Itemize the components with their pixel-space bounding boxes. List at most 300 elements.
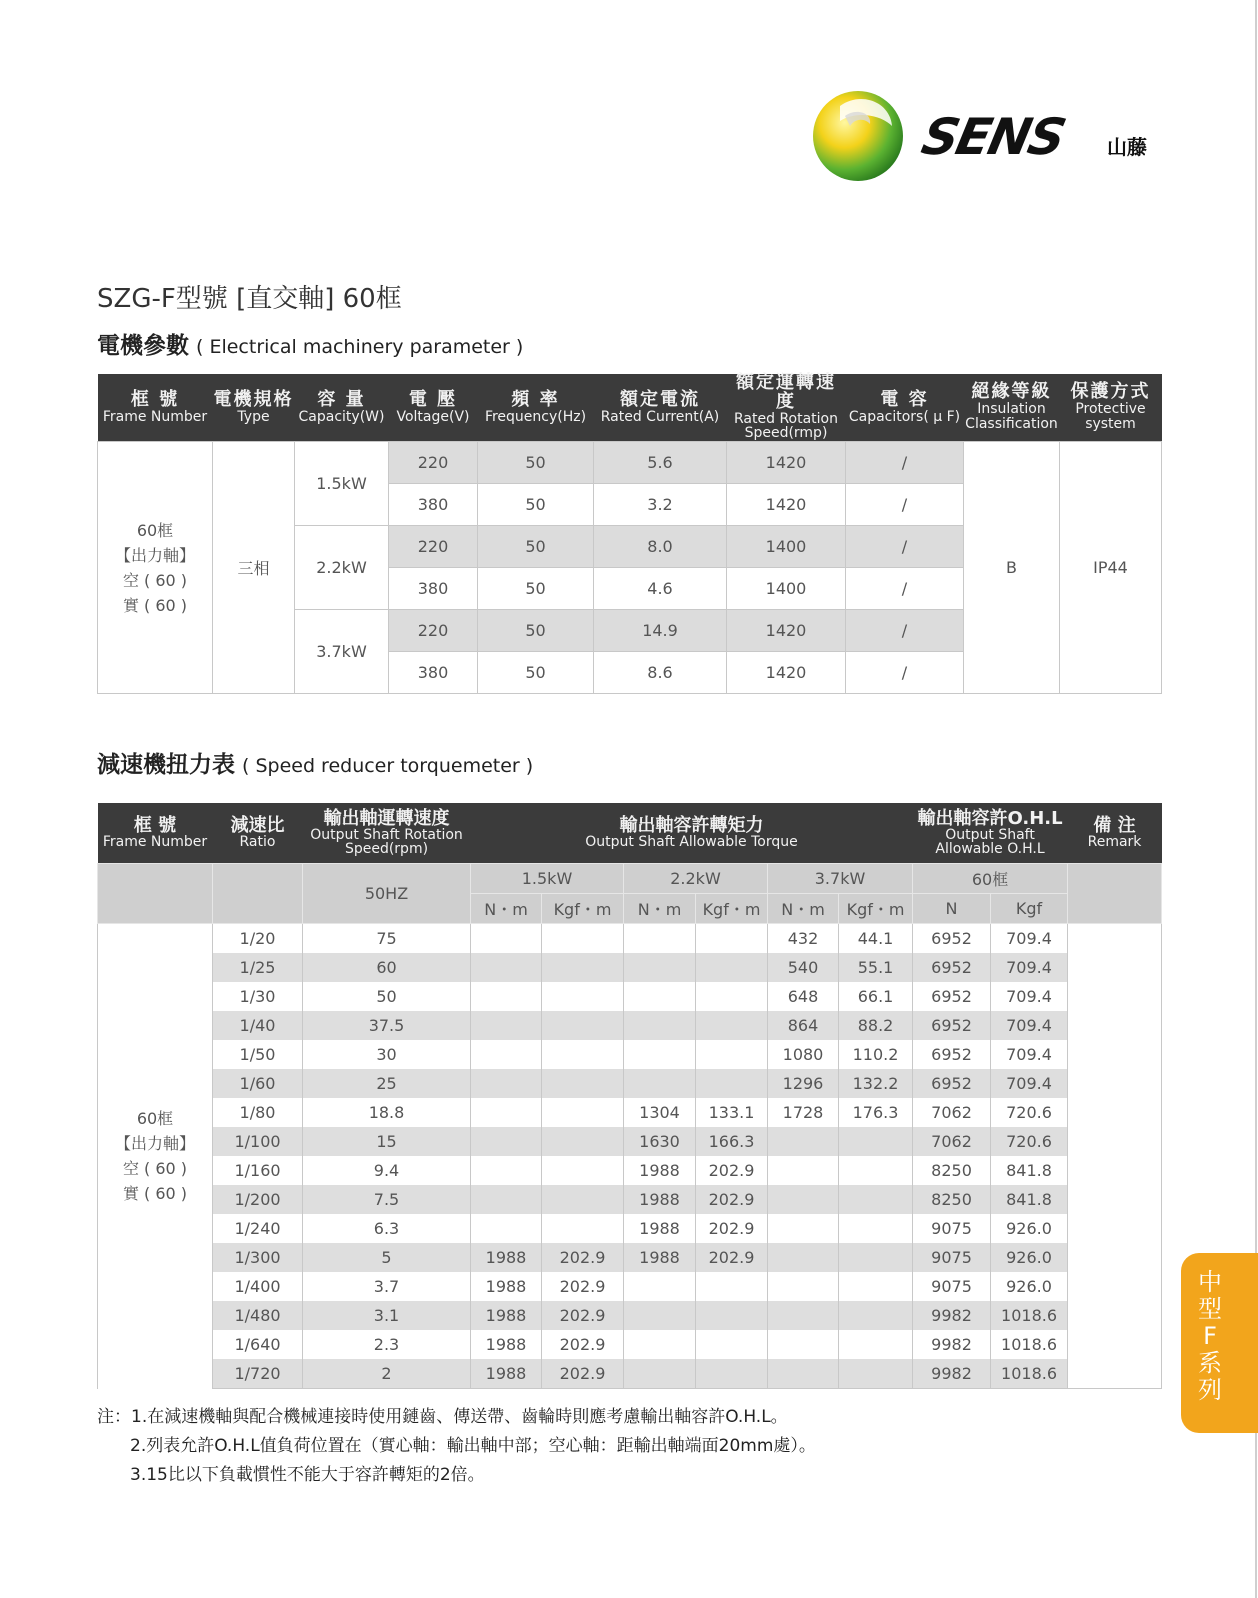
- table2-remark-cell: [1068, 1011, 1162, 1040]
- brand-name-cn: 山藤: [1107, 135, 1147, 159]
- note-1: 注：1.在減速機軸與配合機械連接時使用鏈齒、傳送帶、齒輪時則應考慮輸出軸容許O.H.L。: [97, 1407, 788, 1427]
- table2-cell: [839, 1185, 913, 1214]
- table2-cell: 202.9: [542, 1243, 624, 1272]
- table2-cell: 9.4: [303, 1156, 471, 1185]
- table2-header-4: [913, 803, 1068, 864]
- table1-header-8-cn: 絕緣等級: [971, 381, 1052, 403]
- table2-cell: [839, 1156, 913, 1185]
- table2-cell: 3.7: [303, 1272, 471, 1301]
- table2-cell: 6.3: [303, 1214, 471, 1243]
- table1-frame-cell: [98, 442, 213, 694]
- table1-header-6-en: Rated Rotation Speed(rmp): [734, 410, 838, 442]
- table2-cell: 1988: [471, 1301, 542, 1330]
- table2-cell: [471, 1185, 542, 1214]
- table2-cell: 9982: [913, 1301, 991, 1330]
- table1-header-3-en: Voltage(V): [396, 408, 470, 425]
- table1-voltage-cell: 220: [389, 610, 478, 652]
- table1-capacity-cell: 3.7kW: [295, 610, 389, 694]
- table1-speed-cell: 1420: [727, 484, 846, 526]
- table2-cell: [542, 1011, 624, 1040]
- table2-cell: 1988: [624, 1214, 696, 1243]
- table2-frame-cell-line: 【出力軸】: [114, 1134, 195, 1154]
- table1-cap-cell: /: [846, 484, 964, 526]
- table2-power-group: 3.7kW: [768, 864, 913, 894]
- table1-cap-cell: /: [846, 610, 964, 652]
- table2-header-3-cn: 輸出軸容許轉矩力: [619, 815, 764, 836]
- table2-cell: 841.8: [991, 1156, 1068, 1185]
- table2-remark-cell: [1068, 1272, 1162, 1301]
- table2-cell: [696, 1272, 768, 1301]
- table1-header-2-en: Capacity(W): [298, 408, 385, 425]
- table2-cell: 6952: [913, 1040, 991, 1069]
- electrical-parameter-table: [97, 374, 1162, 694]
- table2-cell: 6952: [913, 1069, 991, 1098]
- table1-cap-cell: /: [846, 442, 964, 484]
- table2-cell: 709.4: [991, 1040, 1068, 1069]
- table2-header-5: [1068, 803, 1162, 864]
- table2-cell: [471, 1011, 542, 1040]
- table1-header-6-cn: 額定運轉速度: [736, 372, 836, 412]
- table1-voltage-cell: 220: [389, 442, 478, 484]
- table2-cell: [542, 1185, 624, 1214]
- table2-remark-cell: [1068, 1301, 1162, 1330]
- table2-cell: 1988: [471, 1330, 542, 1359]
- table2-cell: 1/200: [213, 1185, 303, 1214]
- table1-freq-cell: 50: [478, 442, 594, 484]
- table2-cell: 841.8: [991, 1185, 1068, 1214]
- table2-unit: Kgf・m: [839, 894, 913, 924]
- table2-cell: 926.0: [991, 1272, 1068, 1301]
- table2-remark-cell: [1068, 1185, 1162, 1214]
- table2-cell: 1018.6: [991, 1301, 1068, 1330]
- table1-current-cell: 8.6: [594, 652, 727, 694]
- table1-freq-cell: 50: [478, 484, 594, 526]
- table2-remark-cell: [1068, 1243, 1162, 1272]
- table2-cell: [839, 1214, 913, 1243]
- table1-header-9-cn: 保護方式: [1070, 381, 1151, 403]
- table2-cell: 50: [303, 982, 471, 1011]
- table2-cell: [696, 953, 768, 982]
- table1-speed-cell: 1420: [727, 652, 846, 694]
- table2-cell: 1304: [624, 1098, 696, 1127]
- table2-row: [98, 953, 1162, 982]
- table2-cell: 1988: [624, 1156, 696, 1185]
- table2-cell: 9075: [913, 1272, 991, 1301]
- table2-header-3: [471, 803, 913, 864]
- table2-row: [98, 1185, 1162, 1214]
- table2-cell: [768, 1330, 839, 1359]
- table2-cell: [471, 924, 542, 954]
- table2-cell: 1/160: [213, 1156, 303, 1185]
- table2-frame-cell-line: 60框: [136, 1109, 174, 1129]
- table2-header-1-en: Ratio: [239, 834, 276, 850]
- table2-cell: 60: [303, 953, 471, 982]
- table2-cell: 166.3: [696, 1127, 768, 1156]
- table2-cell: [839, 1127, 913, 1156]
- table2-unit: Kgf・m: [696, 894, 768, 924]
- table2-remark-cell: [1068, 1156, 1162, 1185]
- table2-cell: [624, 1359, 696, 1389]
- table2-cell: 1/720: [213, 1359, 303, 1389]
- table1-header-4: [478, 374, 594, 442]
- table2-row: [98, 1359, 1162, 1389]
- table2-cell: 133.1: [696, 1098, 768, 1127]
- table1-header-7-en: Capacitors( μ F): [848, 408, 961, 425]
- table1-cap-cell: /: [846, 526, 964, 568]
- table1-header-3-cn: 電 壓: [408, 388, 458, 410]
- table2-cell: [768, 1214, 839, 1243]
- table2-cell: 15: [303, 1127, 471, 1156]
- table2-cell: [839, 1243, 913, 1272]
- table2-cell: 3.1: [303, 1301, 471, 1330]
- table2-cell: [542, 924, 624, 954]
- section2-title-en: ( Speed reducer torquemeter ): [242, 755, 534, 777]
- table2-cell: [624, 1040, 696, 1069]
- table2-cell: [839, 1330, 913, 1359]
- table2-cell: 7062: [913, 1127, 991, 1156]
- table2-cell: 6952: [913, 924, 991, 954]
- series-side-tab[interactable]: [1181, 1253, 1258, 1433]
- table2-cell: 720.6: [991, 1127, 1068, 1156]
- table2-cell: 432: [768, 924, 839, 954]
- table2-frame-cell: [98, 924, 213, 1389]
- table2-unit: N・m: [624, 894, 696, 924]
- table2-cell: [696, 1069, 768, 1098]
- table2-remark-cell: [1068, 924, 1162, 954]
- table2-cell: 132.2: [839, 1069, 913, 1098]
- section2-title-cn: 減速機扭力表: [97, 752, 235, 778]
- table2-header-4-en: Output Shaft Allowable O.H.L: [935, 827, 1045, 857]
- table2-cell: 1018.6: [991, 1330, 1068, 1359]
- table1-header-9: [1060, 374, 1162, 442]
- table2-cell: [471, 1214, 542, 1243]
- table2-cell: 864: [768, 1011, 839, 1040]
- brand-logo: [810, 86, 1160, 186]
- table2-power-group: 1.5kW: [471, 864, 624, 894]
- table1-voltage-cell: 380: [389, 652, 478, 694]
- table2-cell: 9982: [913, 1330, 991, 1359]
- table2-cell: [768, 1272, 839, 1301]
- table2-row: [98, 1069, 1162, 1098]
- table2-cell: [542, 1156, 624, 1185]
- table2-cell: 5: [303, 1243, 471, 1272]
- table2-cell: [624, 1330, 696, 1359]
- table2-header-row: [98, 803, 1162, 864]
- table2-cell: 1/40: [213, 1011, 303, 1040]
- table2-cell: 1/400: [213, 1272, 303, 1301]
- table2-cell: 1018.6: [991, 1359, 1068, 1389]
- table2-cell: 1988: [471, 1243, 542, 1272]
- table2-header-2-en: Output Shaft Rotation Speed(rpm): [310, 827, 463, 857]
- table2-header-2: [303, 803, 471, 864]
- table2-row: [98, 1243, 1162, 1272]
- table2-cell: [624, 924, 696, 954]
- table1-frame-cell-line: 【出力軸】: [114, 545, 195, 565]
- table2-cell: 9982: [913, 1359, 991, 1389]
- table2-header-0: [98, 803, 213, 864]
- table2-cell: [624, 1069, 696, 1098]
- table2-cell: 709.4: [991, 1069, 1068, 1098]
- table2-cell: 648: [768, 982, 839, 1011]
- table1-voltage-cell: 380: [389, 484, 478, 526]
- table2-cell: 9075: [913, 1214, 991, 1243]
- table1-cap-cell: /: [846, 568, 964, 610]
- table2-power-group: 2.2kW: [624, 864, 768, 894]
- table2-cell: 55.1: [839, 953, 913, 982]
- table1-speed-cell: 1400: [727, 568, 846, 610]
- section1-title-en: ( Electrical machinery parameter ): [196, 336, 524, 358]
- section2-title: [97, 746, 533, 779]
- table2-cell: [542, 1040, 624, 1069]
- table2-cell: [542, 1127, 624, 1156]
- table1-header-6: [727, 374, 846, 442]
- table2-cell: [768, 1127, 839, 1156]
- table2-unit: N・m: [768, 894, 839, 924]
- table2-cell: [768, 1185, 839, 1214]
- table1-speed-cell: 1420: [727, 610, 846, 652]
- table2-cell: 202.9: [696, 1243, 768, 1272]
- table2-cell: [839, 1272, 913, 1301]
- table2-cell: 1/300: [213, 1243, 303, 1272]
- table2-cell: 926.0: [991, 1214, 1068, 1243]
- table2-cell: 1/30: [213, 982, 303, 1011]
- table2-row: [98, 1011, 1162, 1040]
- table1-header-5-en: Rated Current(A): [600, 408, 720, 425]
- section1-title-cn: 電機參數: [97, 333, 189, 359]
- table2-cell: 6952: [913, 982, 991, 1011]
- table1-voltage-cell: 220: [389, 526, 478, 568]
- table2-cell: 1988: [471, 1272, 542, 1301]
- table2-cell: 1/480: [213, 1301, 303, 1330]
- table2-cell: 1988: [471, 1359, 542, 1389]
- table2-cell: 202.9: [542, 1272, 624, 1301]
- table2-header-5-cn: 備 注: [1093, 815, 1136, 836]
- table2-row: [98, 1330, 1162, 1359]
- table2-cell: 1/640: [213, 1330, 303, 1359]
- table2-remark-cell: [1068, 1040, 1162, 1069]
- table2-remark-cell: [1068, 1330, 1162, 1359]
- table2-cell: 709.4: [991, 924, 1068, 954]
- note-2: 2.列表允許O.H.L值負荷位置在（實心軸：輸出軸中部；空心軸：距輸出軸端面20mm處）。: [130, 1436, 816, 1456]
- table1-header-8: [964, 374, 1060, 442]
- table1-frame-cell-line: 空 ( 60 ): [122, 570, 188, 590]
- table2-cell: 18.8: [303, 1098, 471, 1127]
- table2-unit: Kgf: [991, 894, 1068, 924]
- table2-cell: [471, 1040, 542, 1069]
- table1-header-0-en: Frame Number: [102, 408, 208, 425]
- table2-cell: 176.3: [839, 1098, 913, 1127]
- table1-insulation-cell: B: [964, 442, 1060, 694]
- table2-header-3-en: Output Shaft Allowable Torque: [585, 834, 798, 850]
- table1-freq-cell: 50: [478, 526, 594, 568]
- table2-sub-empty: [98, 864, 213, 924]
- table2-cell: 1988: [624, 1185, 696, 1214]
- table1-current-cell: 14.9: [594, 610, 727, 652]
- table2-row: [98, 1301, 1162, 1330]
- table1-frame-cell-line: 實 ( 60 ): [122, 595, 188, 615]
- table2-header-0-en: Frame Number: [102, 834, 208, 850]
- table2-unit: N・m: [471, 894, 542, 924]
- table2-cell: 540: [768, 953, 839, 982]
- table1-header-row: [98, 374, 1162, 442]
- table2-row: [98, 1272, 1162, 1301]
- page-title: SZG-F型號 [直交軸] 60框: [97, 284, 402, 314]
- table2-cell: 709.4: [991, 1011, 1068, 1040]
- table2-frame-cell-line: 空 ( 60 ): [122, 1159, 188, 1179]
- table2-cell: 202.9: [696, 1214, 768, 1243]
- table2-row: [98, 1214, 1162, 1243]
- table2-cell: [624, 982, 696, 1011]
- table2-cell: 37.5: [303, 1011, 471, 1040]
- table1-header-2-cn: 容 量: [317, 388, 366, 410]
- table2-cell: 1630: [624, 1127, 696, 1156]
- table2-subheader-row: [98, 864, 1162, 894]
- table2-remark-cell: [1068, 1359, 1162, 1389]
- table1-header-4-en: Frequency(Hz): [484, 408, 587, 425]
- table1-capacity-cell: 1.5kW: [295, 442, 389, 526]
- table2-cell: [471, 1127, 542, 1156]
- table2-cell: 1728: [768, 1098, 839, 1127]
- table1-speed-cell: 1420: [727, 442, 846, 484]
- table2-cell: 1296: [768, 1069, 839, 1098]
- table2-cell: [542, 1098, 624, 1127]
- table1-current-cell: 3.2: [594, 484, 727, 526]
- table2-cell: [696, 982, 768, 1011]
- table1-type-cell: 三相: [213, 442, 295, 694]
- table1-freq-cell: 50: [478, 568, 594, 610]
- table2-cell: 6952: [913, 953, 991, 982]
- table2-cell: [542, 953, 624, 982]
- table1-header-9-en: Protective system: [1075, 401, 1146, 433]
- table1-header-1: [213, 374, 295, 442]
- table2-cell: 709.4: [991, 953, 1068, 982]
- table2-remark-cell: [1068, 982, 1162, 1011]
- table2-cell: [471, 1156, 542, 1185]
- table1-cap-cell: /: [846, 652, 964, 694]
- table2-cell: [768, 1243, 839, 1272]
- table2-header-1-cn: 減速比: [230, 815, 285, 836]
- table2-cell: 1/100: [213, 1127, 303, 1156]
- table2-remark-cell: [1068, 1098, 1162, 1127]
- table2-header-4-cn: 輸出軸容許O.H.L: [917, 808, 1063, 829]
- table2-remark-cell: [1068, 953, 1162, 982]
- table1-current-cell: 8.0: [594, 526, 727, 568]
- table2-cell: 66.1: [839, 982, 913, 1011]
- table1-header-7: [846, 374, 964, 442]
- table2-unit: N: [913, 894, 991, 924]
- table1-header-5: [594, 374, 727, 442]
- table2-cell: 110.2: [839, 1040, 913, 1069]
- table2-row: [98, 1040, 1162, 1069]
- table2-cell: 926.0: [991, 1243, 1068, 1272]
- table1-header-3: [389, 374, 478, 442]
- table2-cell: 6952: [913, 1011, 991, 1040]
- table2-cell: 720.6: [991, 1098, 1068, 1127]
- table1-protection-cell: IP44: [1060, 442, 1162, 694]
- table2-cell: 7.5: [303, 1185, 471, 1214]
- table1-freq-cell: 50: [478, 610, 594, 652]
- table2-cell: 44.1: [839, 924, 913, 954]
- table1-current-cell: 5.6: [594, 442, 727, 484]
- table1-capacity-cell: 2.2kW: [295, 526, 389, 610]
- logo-sphere-icon: [810, 86, 910, 186]
- table1-current-cell: 4.6: [594, 568, 727, 610]
- table1-header-8-en: Insulation Classification: [965, 401, 1058, 433]
- table2-remark-cell: [1068, 1069, 1162, 1098]
- table1-row: [98, 442, 1162, 484]
- table2-cell: 202.9: [542, 1359, 624, 1389]
- table2-cell: [839, 1359, 913, 1389]
- table2-cell: 25: [303, 1069, 471, 1098]
- table2-remark-cell: [1068, 1214, 1162, 1243]
- table1-speed-cell: 1400: [727, 526, 846, 568]
- table2-cell: [624, 1272, 696, 1301]
- table2-cell: 8250: [913, 1156, 991, 1185]
- table2-remark-cell: [1068, 1127, 1162, 1156]
- table2-header-5-en: Remark: [1087, 834, 1142, 850]
- table1-header-1-cn: 電機規格: [213, 388, 294, 410]
- table2-row: [98, 1127, 1162, 1156]
- table1-voltage-cell: 380: [389, 568, 478, 610]
- table2-cell: [768, 1156, 839, 1185]
- table2-cell: [696, 1301, 768, 1330]
- table2-row: [98, 1156, 1162, 1185]
- table2-sub-empty: [1068, 864, 1162, 924]
- table1-header-5-cn: 額定電流: [620, 388, 700, 410]
- series-side-tab-label: 中型F系列: [1198, 1268, 1222, 1404]
- table2-cell: [696, 1359, 768, 1389]
- table2-cell: 1/25: [213, 953, 303, 982]
- table2-cell: 202.9: [542, 1330, 624, 1359]
- table2-row: [98, 924, 1162, 954]
- table2-cell: [696, 1330, 768, 1359]
- table1-header-2: [295, 374, 389, 442]
- table2-cell: [768, 1301, 839, 1330]
- table2-cell: [624, 1011, 696, 1040]
- table2-cell: 1988: [624, 1243, 696, 1272]
- table2-cell: 202.9: [696, 1185, 768, 1214]
- torque-table: [97, 803, 1162, 1389]
- table1-header-4-cn: 頻 率: [511, 388, 560, 410]
- table2-cell: 88.2: [839, 1011, 913, 1040]
- table2-cell: 1080: [768, 1040, 839, 1069]
- table2-cell: [471, 982, 542, 1011]
- table2-cell: [696, 1011, 768, 1040]
- table2-cell: [542, 982, 624, 1011]
- table2-header-0-cn: 框 號: [133, 815, 177, 836]
- table2-cell: [768, 1359, 839, 1389]
- table1-header-1-en: Type: [237, 408, 270, 425]
- table2-cell: [624, 953, 696, 982]
- table2-cell: 1/240: [213, 1214, 303, 1243]
- table2-cell: 709.4: [991, 982, 1068, 1011]
- table1-header-7-cn: 電 容: [880, 388, 929, 410]
- table2-cell: 75: [303, 924, 471, 954]
- table2-cell: 202.9: [542, 1301, 624, 1330]
- table2-cell: 1/60: [213, 1069, 303, 1098]
- table2-cell: [624, 1301, 696, 1330]
- table2-header-1: [213, 803, 303, 864]
- table2-cell: 1/20: [213, 924, 303, 954]
- table2-row: [98, 1098, 1162, 1127]
- table2-cell: [542, 1069, 624, 1098]
- table2-cell: 202.9: [696, 1156, 768, 1185]
- table2-cell: 2: [303, 1359, 471, 1389]
- table2-frame-cell-line: 實 ( 60 ): [122, 1184, 188, 1204]
- brand-name: SENS: [916, 108, 1070, 166]
- table2-cell: 8250: [913, 1185, 991, 1214]
- table2-cell: 30: [303, 1040, 471, 1069]
